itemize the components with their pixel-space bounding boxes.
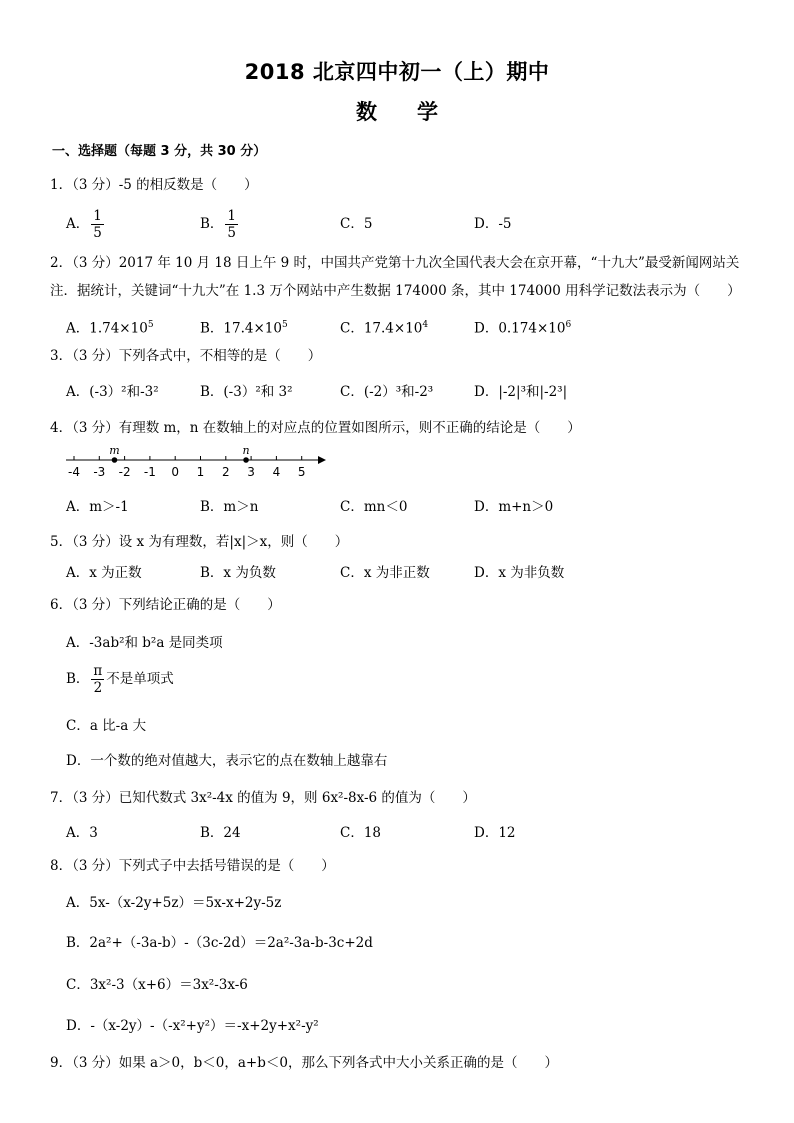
q5-option-c: C．x 为非正数 (340, 565, 430, 581)
number-line-arrow (318, 456, 326, 464)
q8-option-b: B．2a²+（-3a-b）-（3c-2d）＝2a²-3a-b-3c+2d (66, 935, 373, 951)
tick-label: 5 (297, 465, 306, 479)
number-line (62, 444, 332, 484)
q4-option-d: D．m+n＞0 (474, 499, 554, 515)
q5-option-a: A．x 为正数 (66, 565, 142, 581)
tick-label: 3 (247, 465, 255, 479)
question-8-stem: 8．（3 分）下列式子中去括号错误的是（ ） (50, 858, 335, 874)
point-n-label: n (242, 444, 250, 457)
question-1-stem: 1．（3 分）-5 的相反数是（ ） (50, 177, 258, 193)
q2-option-c: C．$17.4\times 10^4$ (340, 320, 429, 337)
q1-option-b-fraction: $\frac{1}{5}$ (227, 208, 237, 241)
section-title: 一、选择题（每题 3 分，共 30 分） (52, 144, 267, 159)
q8-option-a: A．5x-（x-2y+5z）＝5x-x+2y-5z (66, 895, 282, 911)
q2-option-b: B．$17.4\times 10^5$ (200, 320, 288, 337)
tick-label: -3 (93, 465, 106, 479)
q7-option-c: C．18 (340, 825, 382, 841)
q5-option-b: B．x 为负数 (200, 565, 276, 581)
q4-option-c: C．mn＜0 (340, 499, 408, 515)
tick-label: -2 (118, 465, 131, 479)
q1-option-c: C．5 (340, 216, 373, 232)
tick-label: -4 (68, 465, 80, 479)
q2-option-a: A．$1.74\times 10^5$ (66, 320, 154, 337)
question-3-stem: 3．（3 分）下列各式中，不相等的是（ ） (50, 348, 322, 364)
q1-option-a-fraction: $\frac{1}{5}$ (93, 208, 102, 241)
question-6-stem: 6．（3 分）下列结论正确的是（ ） (50, 597, 281, 613)
q2-option-d: D．$0.174\times 10^6$ (474, 320, 572, 337)
q6-option-d: D．一个数的绝对值越大，表示它的点在数轴上越靠右 (66, 753, 388, 769)
tick-label: 0 (171, 465, 180, 479)
point-n (243, 457, 249, 463)
q1-option-a: A． $\frac{1}{5}$ (66, 208, 102, 241)
question-2-stem: 2．（3 分）2017 年 10 月 18 日上午 9 时，中国共产党第十九次全国代表大会在京开幕，“十九大”最受新闻网站关注．据统计，关键词“十九大”在 1.3 万个网站中产生数据 174000 条，其中 174000 用科学记数法表示为（ ） (50, 255, 741, 299)
q6-option-b-fraction: $\frac{\pi}{2}$ (93, 663, 103, 696)
question-4-stem: 4．（3 分）有理数 m，n 在数轴上的对应点的位置如图所示，则不正确的结论是（ ） (50, 420, 581, 436)
q6-option-c: C．a 比-a 大 (66, 718, 147, 734)
q5-option-d: D．x 为非负数 (474, 565, 565, 581)
q4-option-a: A．m＞-1 (66, 499, 129, 515)
tick-label: -1 (143, 465, 156, 479)
q6-option-a: A．-3ab²和 b²a 是同类项 (66, 635, 223, 651)
q7-option-d: D．12 (474, 825, 516, 841)
point-m-label: m (109, 444, 120, 457)
q3-option-b: B．(-3）²和 3² (200, 384, 293, 400)
q7-option-b: B．24 (200, 825, 241, 841)
tick-label: 4 (272, 465, 281, 479)
q3-option-a: A．(-3）²和-3² (66, 384, 159, 400)
question-5-stem: 5．（3 分）设 x 为有理数，若|x|＞x，则（ ） (50, 534, 349, 550)
tick-label: 2 (221, 465, 230, 479)
question-7-stem: 7．（3 分）已知代数式 3x²-4x 的值为 9，则 6x²-8x-6 的值为（ ） (50, 790, 476, 806)
q6-option-b: B． $\frac{\pi}{2}$ 不是单项式 (66, 663, 174, 696)
q8-option-c: C．3x²-3（x+6）＝3x²-3x-6 (66, 977, 248, 993)
q3-option-c: C．(-2）³和-2³ (340, 384, 434, 400)
q8-option-d: D．-（x-2y）-（-x²+y²）＝-x+2y+x²-y² (66, 1018, 319, 1034)
paper-subject: 数学 (356, 100, 478, 124)
q7-option-a: A．3 (66, 825, 98, 841)
question-9-stem: 9．（3 分）如果 a＞0，b＜0，a+b＜0，那么下列各式中大小关系正确的是（ ） (50, 1055, 558, 1071)
q4-option-b: B．m＞n (200, 499, 259, 515)
q1-option-d: D．-5 (474, 216, 512, 232)
paper-title: 2018 北京四中初一（上）期中 (244, 60, 550, 84)
tick-label: 1 (196, 465, 205, 479)
q3-option-d: D．|-2|³和|-2³| (474, 384, 568, 400)
number-line-ticks (68, 456, 306, 479)
point-m (112, 457, 118, 463)
q1-option-b: B． $\frac{1}{5}$ (200, 208, 237, 241)
